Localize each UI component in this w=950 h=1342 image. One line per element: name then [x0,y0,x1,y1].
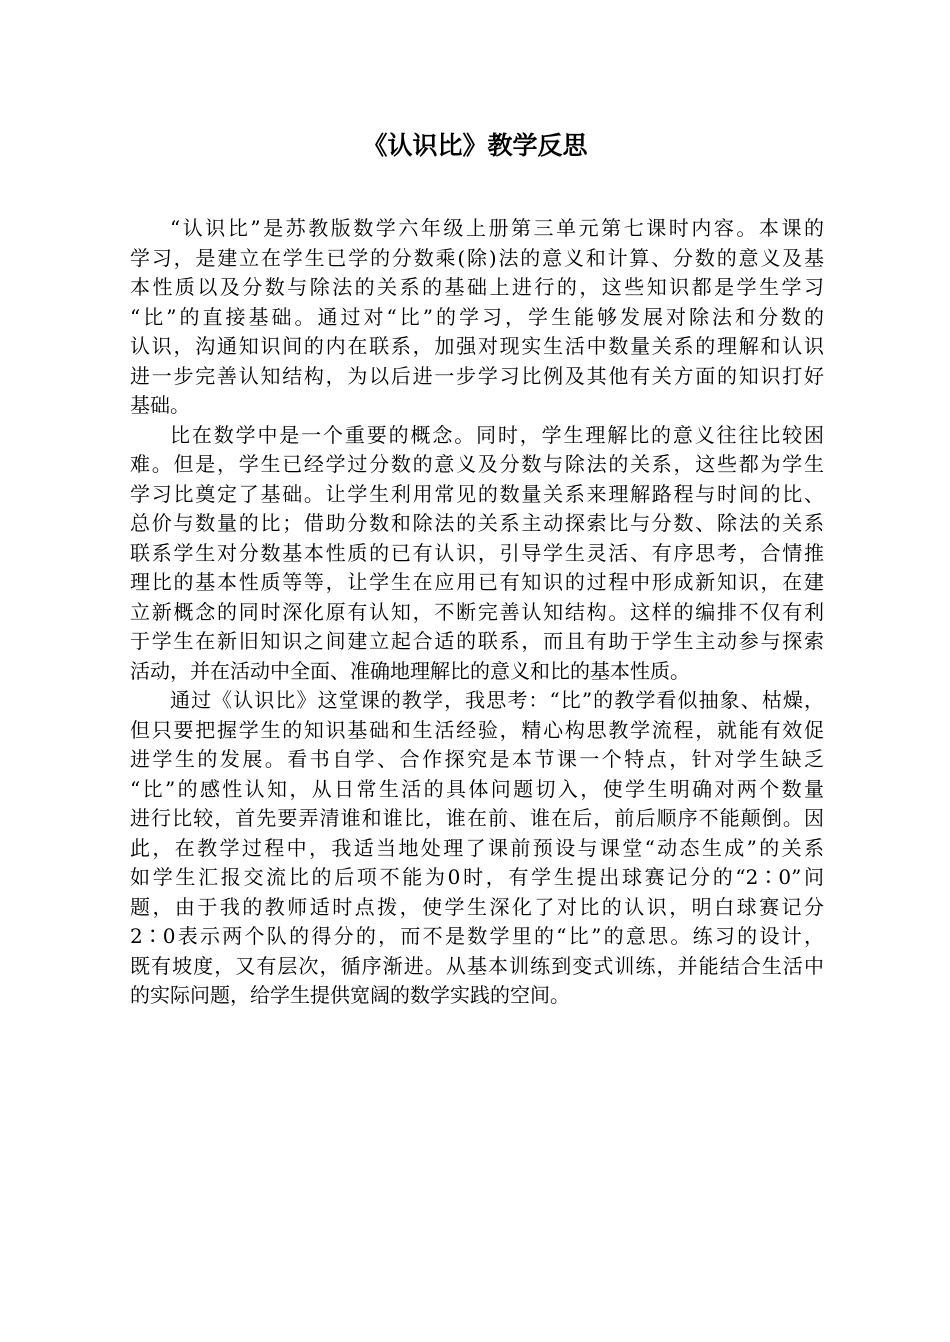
paragraph-3 [130,686,824,1011]
paragraph-line: 学习，是建立在学生已学的分数乘(除)法的意义和计算、分数的意义及基 [130,245,824,270]
paragraph-line: 既有坡度，又有层次，循序渐进。从基本训练到变式训练，并能结合生活中 [130,953,824,978]
paragraph-line: 学习比奠定了基础。让学生利用常见的数量关系来理解路程与时间的比、 [130,481,824,506]
paragraph-line: 进学生的发展。看书自学、合作探究是本节课一个特点，针对学生缺乏 [130,747,824,771]
paragraph-line: 难。但是，学生已经学过分数的意义及分数与除法的关系，这些都为学生 [130,452,824,476]
paragraph-line: 比在数学中是一个重要的概念。同时，学生理解比的意义往往比较困 [170,422,824,447]
paragraph-line: 如学生汇报交流比的后项不能为0时，有学生提出球赛记分的“2∶0”问 [130,865,824,889]
paragraph-line: “认识比”是苏教版数学六年级上册第三单元第七课时内容。本课的 [170,216,824,240]
paragraph-2 [130,421,824,687]
paragraph-line: 通过《认识比》这堂课的教学，我思考：“比”的教学看似抽象、枯燥， [170,688,824,712]
paragraph-line: 联系学生对分数基本性质的已有认识，引导学生灵活、有序思考，合情推 [130,540,824,565]
paragraph-line: 的实际问题，给学生提供宽阔的数学实践的空间。 [130,983,570,1007]
paragraph-line: 但只要把握学生的知识基础和生活经验，精心构思教学流程，就能有效促 [130,717,824,742]
paragraph-line: 总价与数量的比；借助分数和除法的关系主动探索比与分数、除法的关系 [130,511,824,535]
document-title: 《认识比》教学反思 [362,131,588,160]
paragraph-line: 理比的基本性质等等，让学生在应用已有知识的过程中形成新知识，在建 [130,570,824,594]
paragraph-line: 2∶0表示两个队的得分的，而不是数学里的“比”的意思。练习的设计， [130,924,824,948]
paragraph-1 [130,214,824,421]
paragraph-line: 题，由于我的教师适时点拨，使学生深化了对比的认识，明白球赛记分 [130,894,824,919]
paragraph-line: 基础。 [130,393,190,417]
document-body [130,214,824,1011]
paragraph-line: 进一步完善认知结构，为以后进一步学习比例及其他有关方面的知识打好 [130,363,824,388]
paragraph-line: 此，在教学过程中，我适当地处理了课前预设与课堂“动态生成”的关系 [130,835,824,860]
paragraph-line: 本性质以及分数与除法的关系的基础上进行的，这些知识都是学生学习 [130,275,824,299]
paragraph-line: 于学生在新旧知识之间建立起合适的联系，而且有助于学生主动参与探索 [130,629,824,653]
paragraph-line: 进行比较，首先要弄清谁和谁比，谁在前、谁在后，前后顺序不能颠倒。因 [130,806,824,830]
paragraph-line: 认识，沟通知识间的内在联系，加强对现实生活中数量关系的理解和认识 [130,334,824,358]
paragraph-line: 活动，并在活动中全面、准确地理解比的意义和比的基本性质。 [130,658,690,683]
paragraph-line: 立新概念的同时深化原有认知，不断完善认知结构。这样的编排不仅有利 [130,599,824,624]
paragraph-line: “比”的感性认知，从日常生活的具体问题切入，使学生明确对两个数量 [130,776,824,801]
paragraph-line: “比”的直接基础。通过对“比”的学习，学生能够发展对除法和分数的 [130,304,824,329]
